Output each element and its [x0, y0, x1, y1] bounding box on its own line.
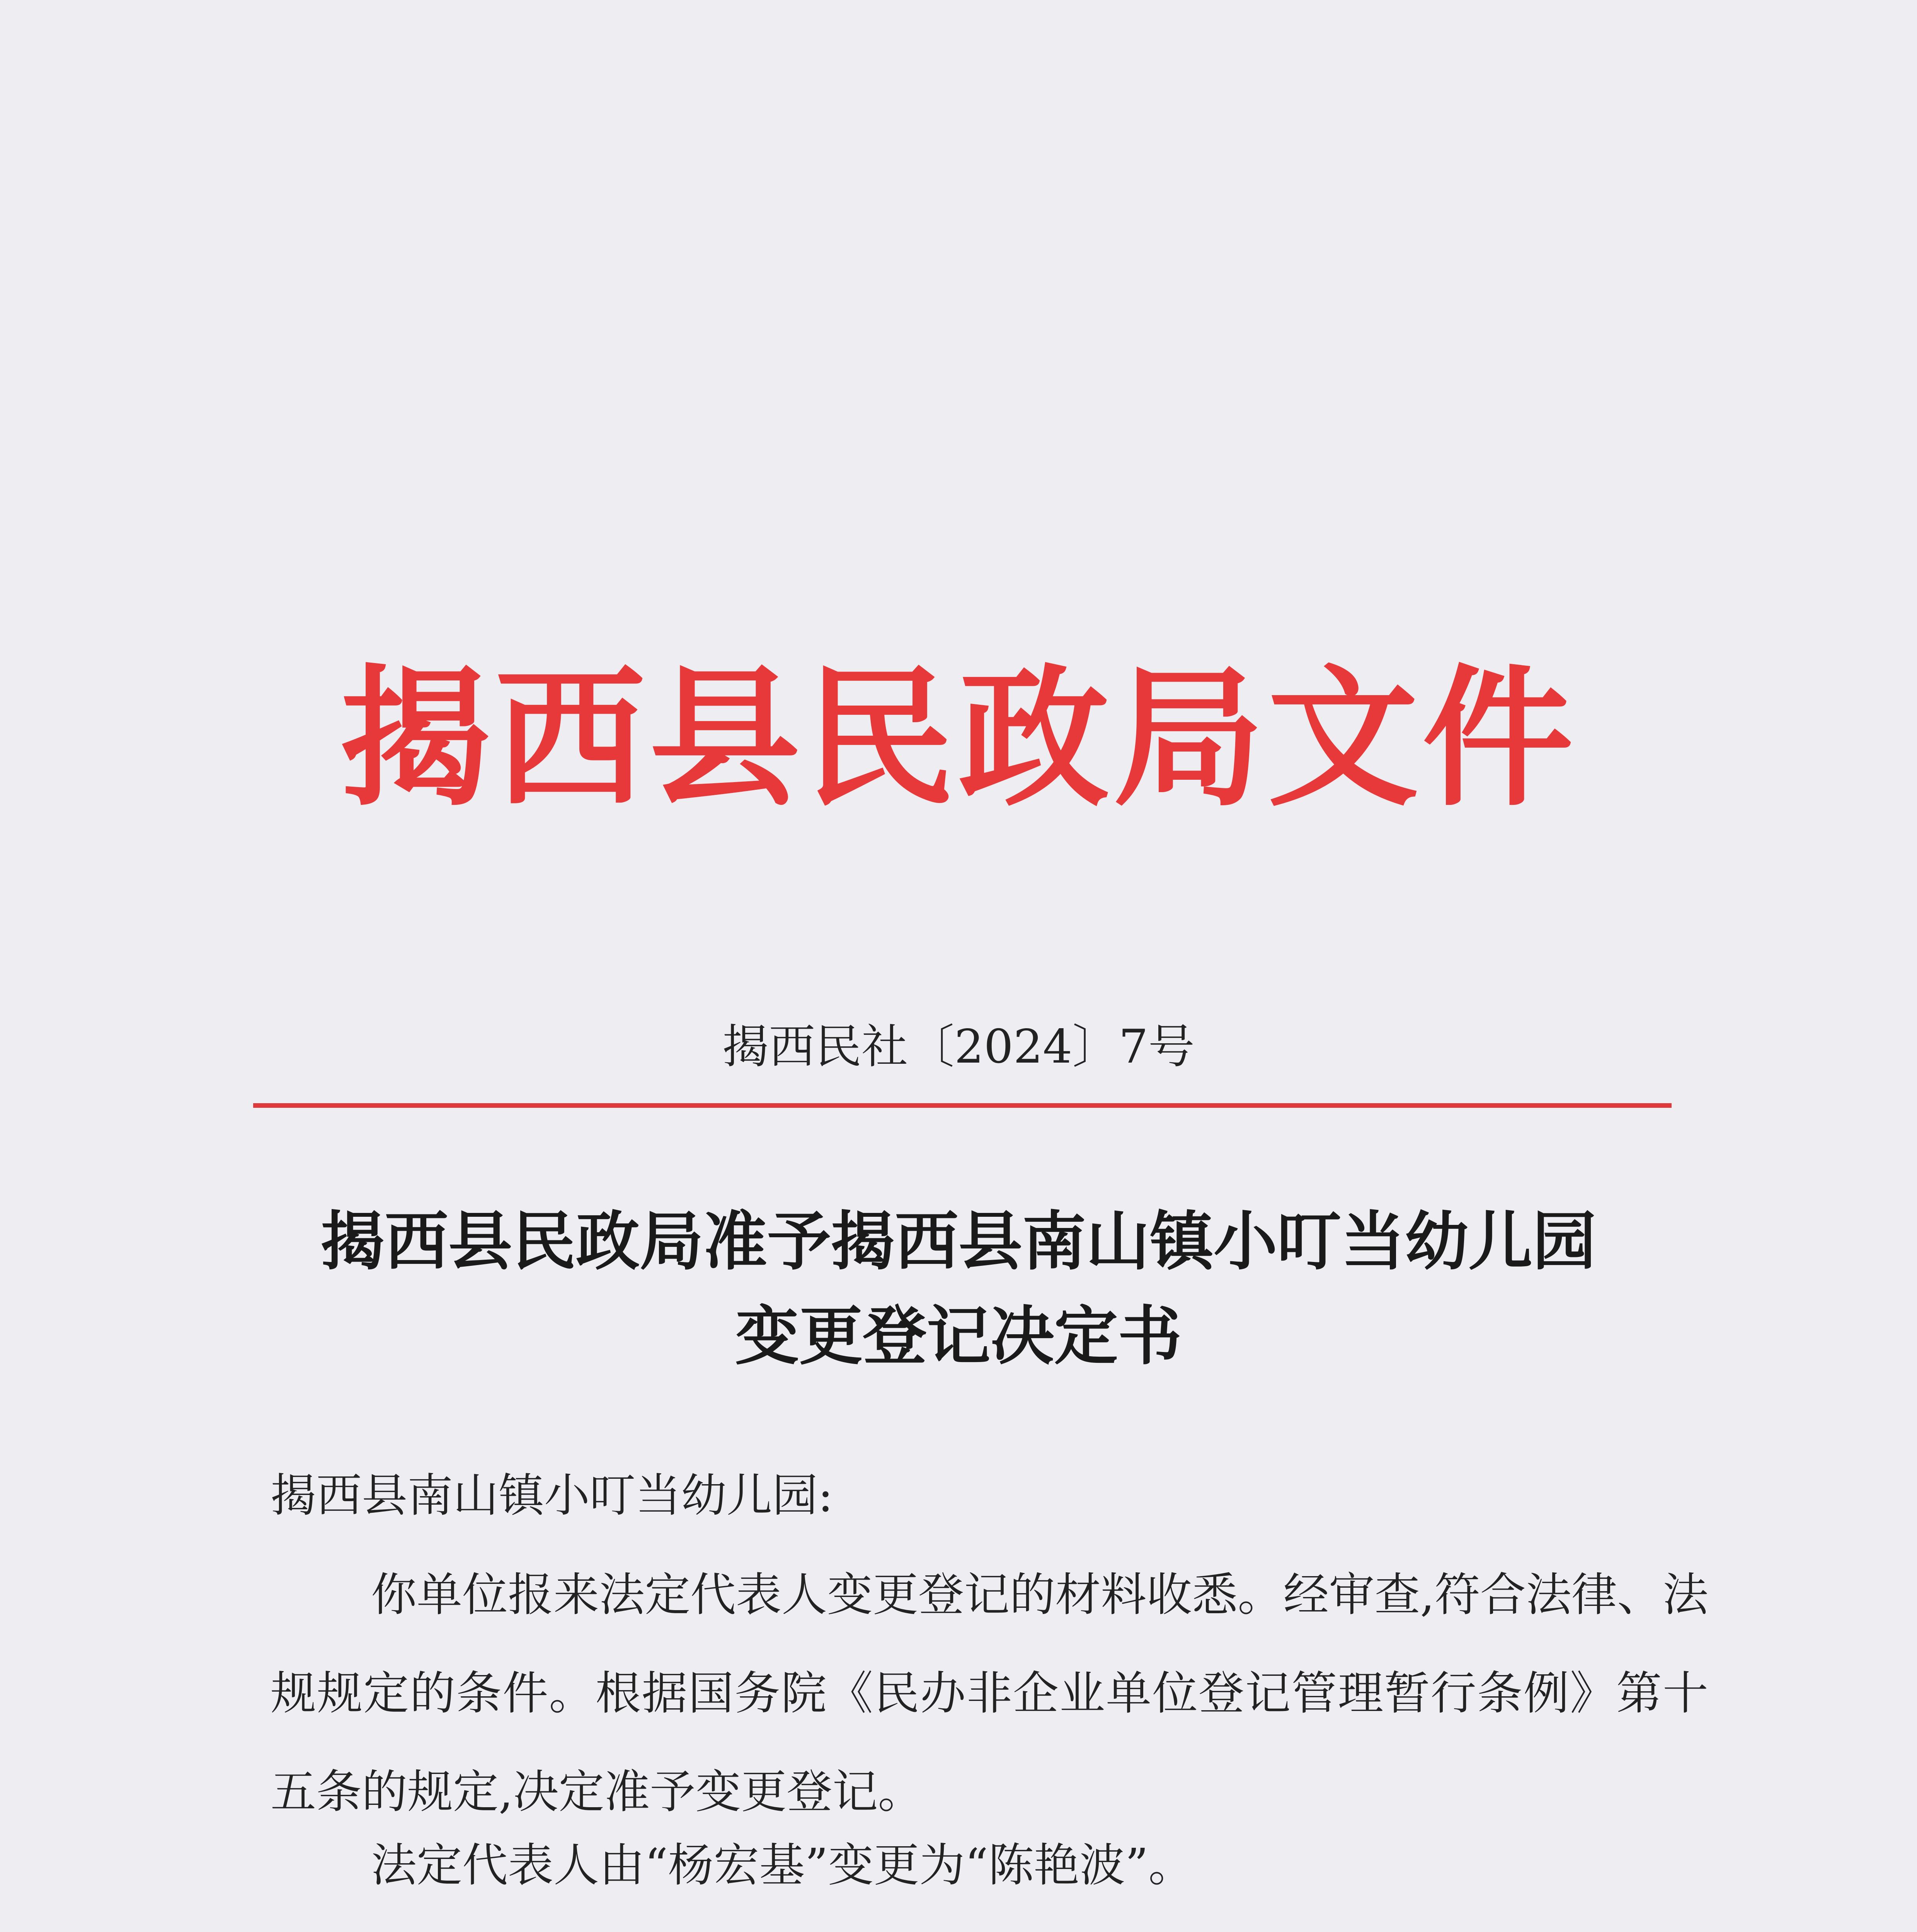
addressee: 揭西县南山镇小叮当幼儿园:	[271, 1469, 833, 1522]
document-title-line2: 变更登记决定书	[735, 1298, 1182, 1373]
document-title-line1: 揭西县民政局准予揭西县南山镇小叮当幼儿园	[321, 1204, 1596, 1279]
document-number: 揭西民社〔2024〕7号	[722, 1020, 1195, 1074]
body-paragraph-1: 你单位报来法定代表人变更登记的材料收悉。经审查,符合法律、法规规定的条件。根据国务院《民办非企业单位登记管理暂行条例》第十五条的规定,决定准予变更登记。	[271, 1568, 1708, 1818]
issuer-header-title: 揭西县民政局文件	[340, 650, 1577, 827]
document-title	[0, 1194, 1917, 1383]
red-divider-line	[253, 1103, 1672, 1108]
body-paragraph-2: 法定代表人由“杨宏基”变更为“陈艳波”。	[371, 1838, 1194, 1892]
